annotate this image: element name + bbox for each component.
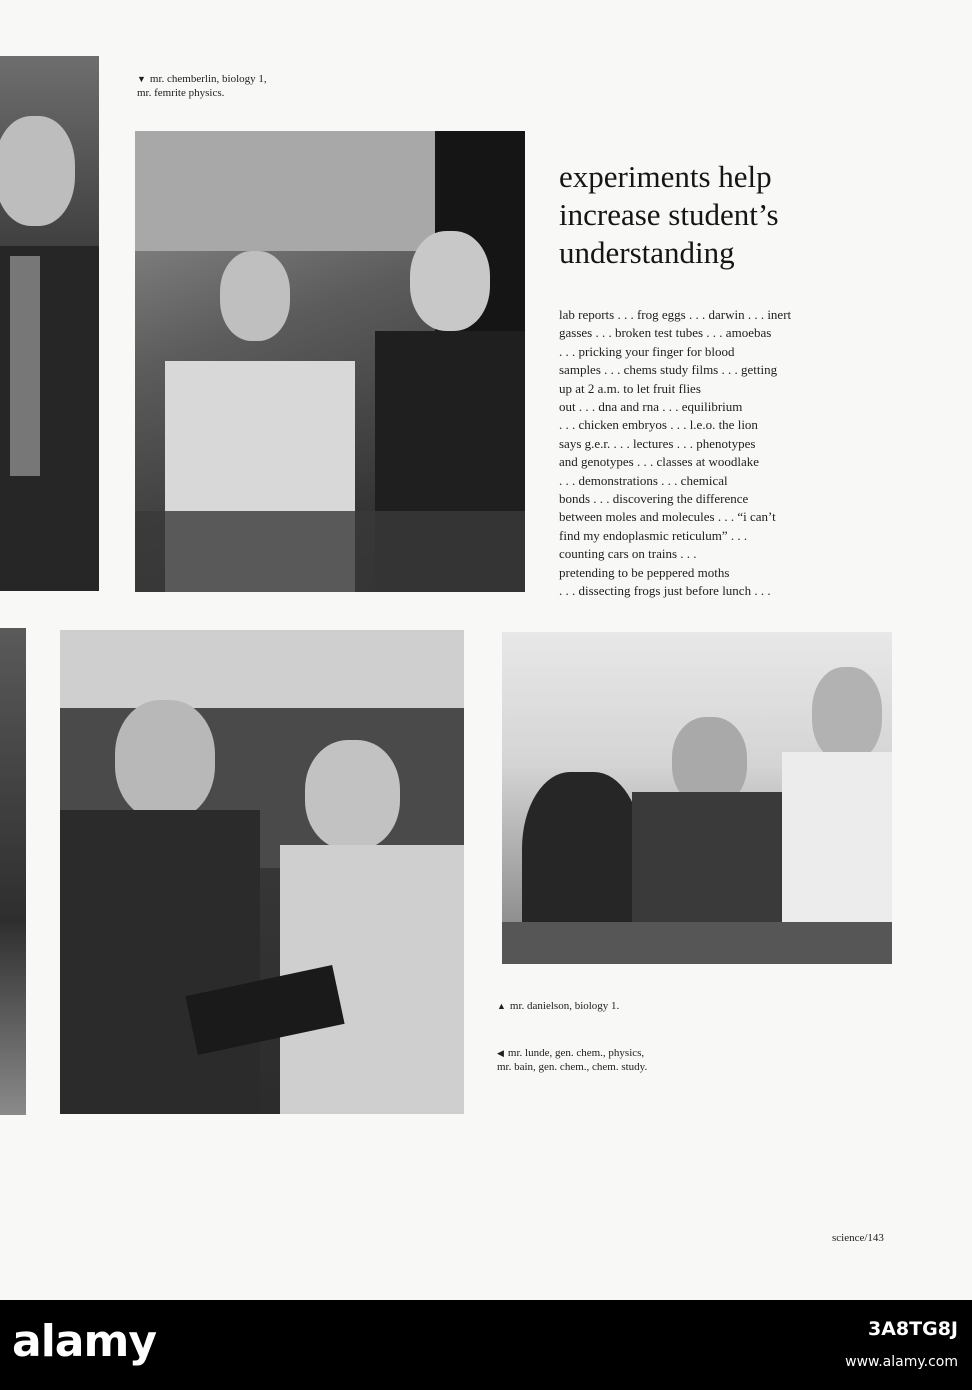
photo-lab-apparatus bbox=[135, 131, 525, 592]
body-line: up at 2 a.m. to let fruit flies bbox=[559, 380, 701, 396]
body-line: lab reports . . . frog eggs . . . darwin . . . inert bbox=[559, 307, 792, 322]
caption-lunde-line-1: mr. lunde, gen. chem., physics, bbox=[507, 1047, 645, 1059]
caption-top-line-2: mr. femrite physics. bbox=[137, 87, 225, 99]
body-line: samples . . . chems study films . . . getting bbox=[559, 362, 778, 378]
page-folio: science/143 bbox=[832, 1232, 884, 1244]
photo-teacher-left-edge bbox=[0, 56, 99, 591]
body-line: bonds . . . discovering the difference bbox=[559, 491, 749, 507]
caption-lunde bbox=[497, 1046, 647, 1074]
watermark-brand: alamy bbox=[12, 1316, 156, 1367]
body-line: counting cars on trains . . . bbox=[559, 546, 697, 562]
caption-lunde-line-2: mr. bain, gen. chem., chem. study. bbox=[497, 1061, 648, 1073]
body-line: and genotypes . . . classes at woodlake bbox=[559, 454, 760, 470]
up-arrow-icon: ▲ bbox=[497, 1001, 506, 1011]
caption-top bbox=[137, 72, 267, 100]
down-arrow-icon: ▼ bbox=[137, 74, 146, 84]
body-line: find my endoplasmic reticulum” . . . bbox=[559, 527, 748, 543]
headline-line-1: experiments help bbox=[559, 159, 772, 194]
photo-danielson-lab bbox=[502, 632, 892, 964]
body-line: . . . demonstrations . . . chemical bbox=[559, 472, 728, 488]
body-line: . . . dissecting frogs just before lunch . . . bbox=[559, 583, 771, 599]
body-line: pretending to be peppered moths bbox=[559, 564, 730, 580]
caption-danielson bbox=[497, 999, 619, 1013]
body-line: between moles and molecules . . . “i can’t bbox=[559, 509, 776, 525]
watermark-bar bbox=[0, 1300, 972, 1390]
body-line: out . . . dna and rna . . . equilibrium bbox=[559, 399, 743, 415]
body-line: . . . pricking your finger for blood bbox=[559, 343, 735, 359]
watermark-image-id: 3A8TG8J bbox=[868, 1318, 958, 1340]
body-line: . . . chicken embryos . . . l.e.o. the lion bbox=[559, 417, 758, 433]
headline-line-3: understanding bbox=[559, 235, 735, 270]
body-copy bbox=[559, 306, 849, 601]
watermark-url: www.alamy.com bbox=[845, 1354, 958, 1370]
caption-top-line-1: mr. chemberlin, biology 1, bbox=[149, 73, 267, 85]
left-arrow-icon: ◀ bbox=[497, 1048, 504, 1058]
photo-teachers-with-book bbox=[60, 630, 464, 1114]
body-line: says g.e.r. . . . lectures . . . phenotypes bbox=[559, 435, 756, 451]
headline-line-2: increase student’s bbox=[559, 197, 779, 232]
caption-danielson-line-1: mr. danielson, biology 1. bbox=[509, 1000, 620, 1012]
body-line: gasses . . . broken test tubes . . . amoebas bbox=[559, 325, 772, 341]
page-headline bbox=[559, 158, 889, 272]
photo-left-edge-bottom bbox=[0, 628, 26, 1115]
